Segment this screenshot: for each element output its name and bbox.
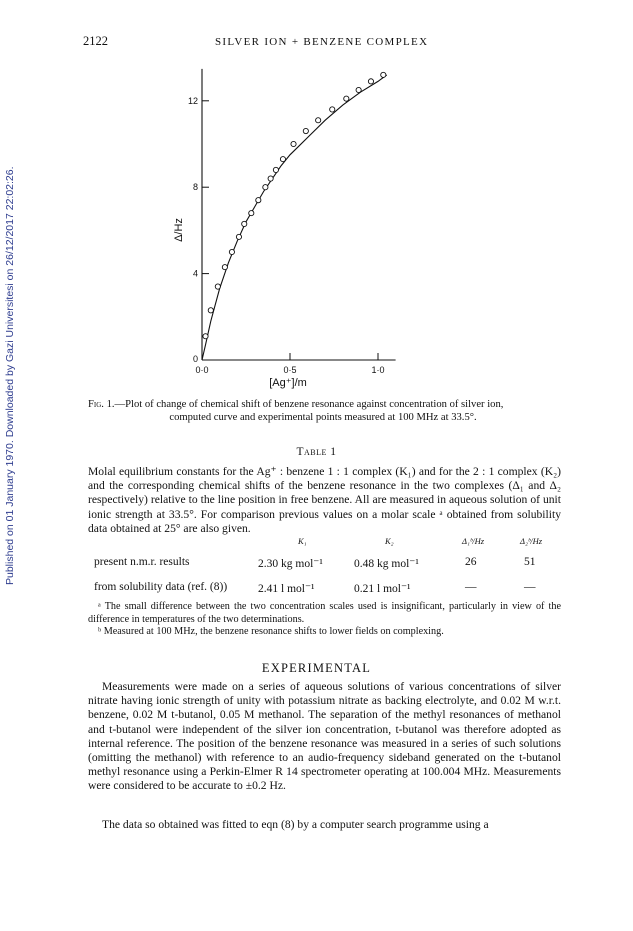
- data-point: [229, 249, 234, 254]
- table-row-label: from solubility data (ref. (8)): [94, 581, 228, 593]
- data-point: [242, 221, 247, 226]
- data-point: [344, 96, 349, 101]
- table-footnote-a: ᵃ The small difference between the two concentration scales used is insignificant, particularly in view of the difference in temperatures of the two determinations.: [88, 601, 561, 625]
- table-cell-k1: 2.30 kg mol⁻¹: [258, 558, 323, 570]
- table-cell-delta2: —: [524, 581, 536, 593]
- body-paragraph: Measurements were made on a series of aqueous solutions of various concentrations of silver nitrate having ionic strength of unity with potassium nitrate as backing electrolyte, and 0.02 M w.r.t. benzene, 0.02 M t-butanol, 0.05 M methanol. The separation of the methyl resonances of methanol and t-butanol were independent of the silver ion concentration, t-butanol was therefore adopted as internal reference. The position of the benzene resonance was measured in a series of such solutions (omitting the methanol) with reference to an audio-frequency sideband generated on the t-butanol methyl resonance using a Perkin-Elmer R 14 spectrometer operating at 100.004 MHz. Measurements were considered to be accurate to ±0.2 Hz.: [88, 680, 561, 793]
- data-point: [222, 265, 227, 270]
- y-axis-label: Δ/Hz: [173, 218, 185, 242]
- y-tick-label: 12: [187, 95, 198, 106]
- figure-caption: [88, 398, 558, 424]
- data-point: [303, 128, 308, 133]
- x-tick-label: 0·0: [195, 365, 209, 375]
- running-title: SILVER ION + BENZENE COMPLEX: [215, 36, 429, 48]
- table-title: Table 1: [296, 446, 337, 458]
- data-point: [263, 185, 268, 190]
- data-point: [368, 79, 373, 84]
- table-header-k2: K₂: [385, 536, 394, 546]
- table-cell-k2: 0.48 kg mol⁻¹: [354, 558, 419, 570]
- table-header-delta2: Δ₂ᵇ/Hz: [520, 536, 543, 546]
- y-axis: [188, 69, 209, 360]
- experimental-points: [203, 72, 386, 339]
- figure-caption-lead: Fig. 1.: [88, 399, 115, 410]
- download-watermark-text: Published on 01 January 1970. Downloaded by Gazi Universitesi on 26/12/2017 22:02:26.: [4, 166, 16, 585]
- computed-curve: [202, 75, 387, 360]
- data-point: [356, 87, 361, 92]
- data-point: [256, 198, 261, 203]
- x-tick-label: 0·5: [283, 365, 297, 375]
- data-point: [273, 167, 278, 172]
- y-tick-label: 4: [192, 268, 198, 279]
- data-point: [236, 234, 241, 239]
- figure-caption-line1: —Plot of change of chemical shift of benzene resonance against concentration of silver ion,: [114, 399, 504, 410]
- table-cell-delta1: 26: [465, 556, 477, 568]
- body-paragraph: The data so obtained was fitted to eqn (8) by a computer search programme using a: [102, 818, 489, 831]
- table-cell-k2: 0.21 l mol⁻¹: [354, 583, 411, 595]
- data-point: [291, 141, 296, 146]
- data-point: [316, 118, 321, 123]
- data-point: [381, 72, 386, 77]
- data-point: [330, 107, 335, 112]
- table-header-delta1: Δ₁ᵇ/Hz: [462, 536, 485, 546]
- data-point: [203, 334, 208, 339]
- x-axis-label: [Ag⁺]/m: [269, 377, 307, 389]
- table-row-label: present n.m.r. results: [94, 556, 190, 568]
- data-point: [280, 157, 285, 162]
- x-tick-label: 1·0: [371, 365, 385, 375]
- computed-curve-line: [202, 75, 387, 360]
- download-watermark: [0, 0, 20, 931]
- figure-caption-line2: computed curve and experimental points measured at 100 MHz at 33.5°.: [169, 412, 477, 423]
- x-axis: [193, 353, 396, 375]
- origin-label: 0: [192, 354, 198, 364]
- y-tick-label: 8: [192, 182, 198, 193]
- page-number: 2122: [83, 34, 108, 48]
- data-point: [249, 211, 254, 216]
- table-cell-k1: 2.41 l mol⁻¹: [258, 583, 315, 595]
- table-cell-delta1: —: [465, 581, 477, 593]
- table-caption: Molal equilibrium constants for the Ag⁺ : benzene 1 : 1 complex (K₁) and for the 2 : 1 complex (K₂) and the corresponding chemical shifts of the benzene resonance in the two complexes (Δ₁ and Δ₂ respectively) relative to the line position in free benzene. All are measured in aqueous solution of unit ionic strength at 33.5°. For comparison previous values on a molar scale ᵃ obtained from solubility data obtained at 25° are also given.: [88, 465, 561, 535]
- table-header-k1: K₁: [298, 536, 307, 546]
- data-point: [208, 308, 213, 313]
- chemical-shift-chart: [170, 68, 450, 398]
- table-footnote-b: ᵇ Measured at 100 MHz, the benzene resonance shifts to lower fields on complexing.: [98, 626, 444, 637]
- section-heading: EXPERIMENTAL: [261, 661, 372, 675]
- data-point: [215, 284, 220, 289]
- data-point: [268, 176, 273, 181]
- table-cell-delta2: 51: [524, 556, 536, 568]
